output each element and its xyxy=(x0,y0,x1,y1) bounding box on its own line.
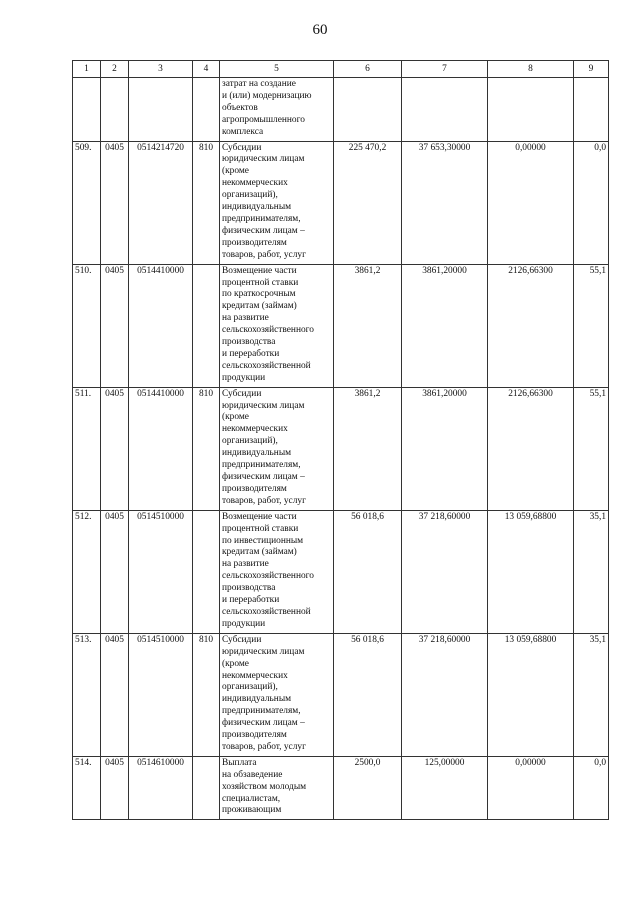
executed-value xyxy=(488,78,574,142)
col-header: 1 xyxy=(73,61,101,78)
percent-value: 0,0 xyxy=(574,141,609,264)
target-article-code xyxy=(129,78,193,142)
col-header: 3 xyxy=(129,61,193,78)
row-number: 510. xyxy=(73,264,101,387)
col-header: 2 xyxy=(101,61,129,78)
target-article-code: 0514214720 xyxy=(129,141,193,264)
item-name: Выплата на обзаведение хозяйством молодым специалистам, проживающим xyxy=(220,756,334,820)
row-number: 511. xyxy=(73,387,101,510)
row-number: 509. xyxy=(73,141,101,264)
fact-value xyxy=(402,78,488,142)
col-header: 5 xyxy=(220,61,334,78)
table-row xyxy=(73,633,609,756)
item-name: Субсидии юридическим лицам (кроме некоммерческих организаций), индивидуальным предпринимателям, физическим лицам – производителям товаров, работ, услуг xyxy=(220,387,334,510)
percent-value: 55,1 xyxy=(574,264,609,387)
expense-type-code xyxy=(193,510,220,633)
expense-type-code xyxy=(193,756,220,820)
header-row xyxy=(73,61,609,78)
fact-value: 125,00000 xyxy=(402,756,488,820)
fact-value: 37 218,60000 xyxy=(402,633,488,756)
plan-value: 2500,0 xyxy=(334,756,402,820)
target-article-code: 0514510000 xyxy=(129,633,193,756)
col-header: 4 xyxy=(193,61,220,78)
percent-value: 0,0 xyxy=(574,756,609,820)
plan-value: 3861,2 xyxy=(334,387,402,510)
plan-value: 56 018,6 xyxy=(334,510,402,633)
percent-value: 35,1 xyxy=(574,510,609,633)
item-name: Субсидии юридическим лицам (кроме некоммерческих организаций), индивидуальным предпринимателям, физическим лицам – производителям товаров, работ, услуг xyxy=(220,633,334,756)
executed-value: 13 059,68800 xyxy=(488,633,574,756)
fact-value: 3861,20000 xyxy=(402,387,488,510)
percent-value xyxy=(574,78,609,142)
item-name: Возмещение части процентной ставки по краткосрочным кредитам (займам) на развитие сельскохозяйственного производства и переработки сельскохозяйственной продукции xyxy=(220,264,334,387)
plan-value: 3861,2 xyxy=(334,264,402,387)
col-header: 6 xyxy=(334,61,402,78)
target-article-code: 0514410000 xyxy=(129,387,193,510)
col-header: 9 xyxy=(574,61,609,78)
percent-value: 55,1 xyxy=(574,387,609,510)
table-row xyxy=(73,510,609,633)
target-article-code: 0514410000 xyxy=(129,264,193,387)
row-number: 513. xyxy=(73,633,101,756)
expense-type-code xyxy=(193,78,220,142)
fact-value: 37 218,60000 xyxy=(402,510,488,633)
col-header: 7 xyxy=(402,61,488,78)
row-number xyxy=(73,78,101,142)
section-code: 0405 xyxy=(101,264,129,387)
section-code xyxy=(101,78,129,142)
executed-value: 0,00000 xyxy=(488,141,574,264)
expense-type-code xyxy=(193,264,220,387)
fact-value: 3861,20000 xyxy=(402,264,488,387)
table-row xyxy=(73,387,609,510)
item-name: Возмещение части процентной ставки по инвестиционным кредитам (займам) на развитие сельскохозяйственного производства и переработки сельскохозяйственной продукции xyxy=(220,510,334,633)
expense-type-code: 810 xyxy=(193,633,220,756)
row-number: 512. xyxy=(73,510,101,633)
section-code: 0405 xyxy=(101,633,129,756)
target-article-code: 0514610000 xyxy=(129,756,193,820)
section-code: 0405 xyxy=(101,510,129,633)
executed-value: 13 059,68800 xyxy=(488,510,574,633)
budget-table xyxy=(72,60,609,820)
item-name: Субсидии юридическим лицам (кроме некоммерческих организаций), индивидуальным предпринимателям, физическим лицам – производителям товаров, работ, услуг xyxy=(220,141,334,264)
table-row xyxy=(73,756,609,820)
plan-value: 225 470,2 xyxy=(334,141,402,264)
section-code: 0405 xyxy=(101,756,129,820)
executed-value: 2126,66300 xyxy=(488,264,574,387)
executed-value: 0,00000 xyxy=(488,756,574,820)
table-row xyxy=(73,264,609,387)
row-number: 514. xyxy=(73,756,101,820)
plan-value xyxy=(334,78,402,142)
table-row xyxy=(73,78,609,142)
plan-value: 56 018,6 xyxy=(334,633,402,756)
executed-value: 2126,66300 xyxy=(488,387,574,510)
page-number: 60 xyxy=(312,22,328,38)
percent-value: 35,1 xyxy=(574,633,609,756)
expense-type-code: 810 xyxy=(193,387,220,510)
expense-type-code: 810 xyxy=(193,141,220,264)
table-row xyxy=(73,141,609,264)
col-header: 8 xyxy=(488,61,574,78)
section-code: 0405 xyxy=(101,141,129,264)
fact-value: 37 653,30000 xyxy=(402,141,488,264)
item-name: затрат на создание и (или) модернизацию объектов агропромышленного комплекса xyxy=(220,78,334,142)
target-article-code: 0514510000 xyxy=(129,510,193,633)
section-code: 0405 xyxy=(101,387,129,510)
